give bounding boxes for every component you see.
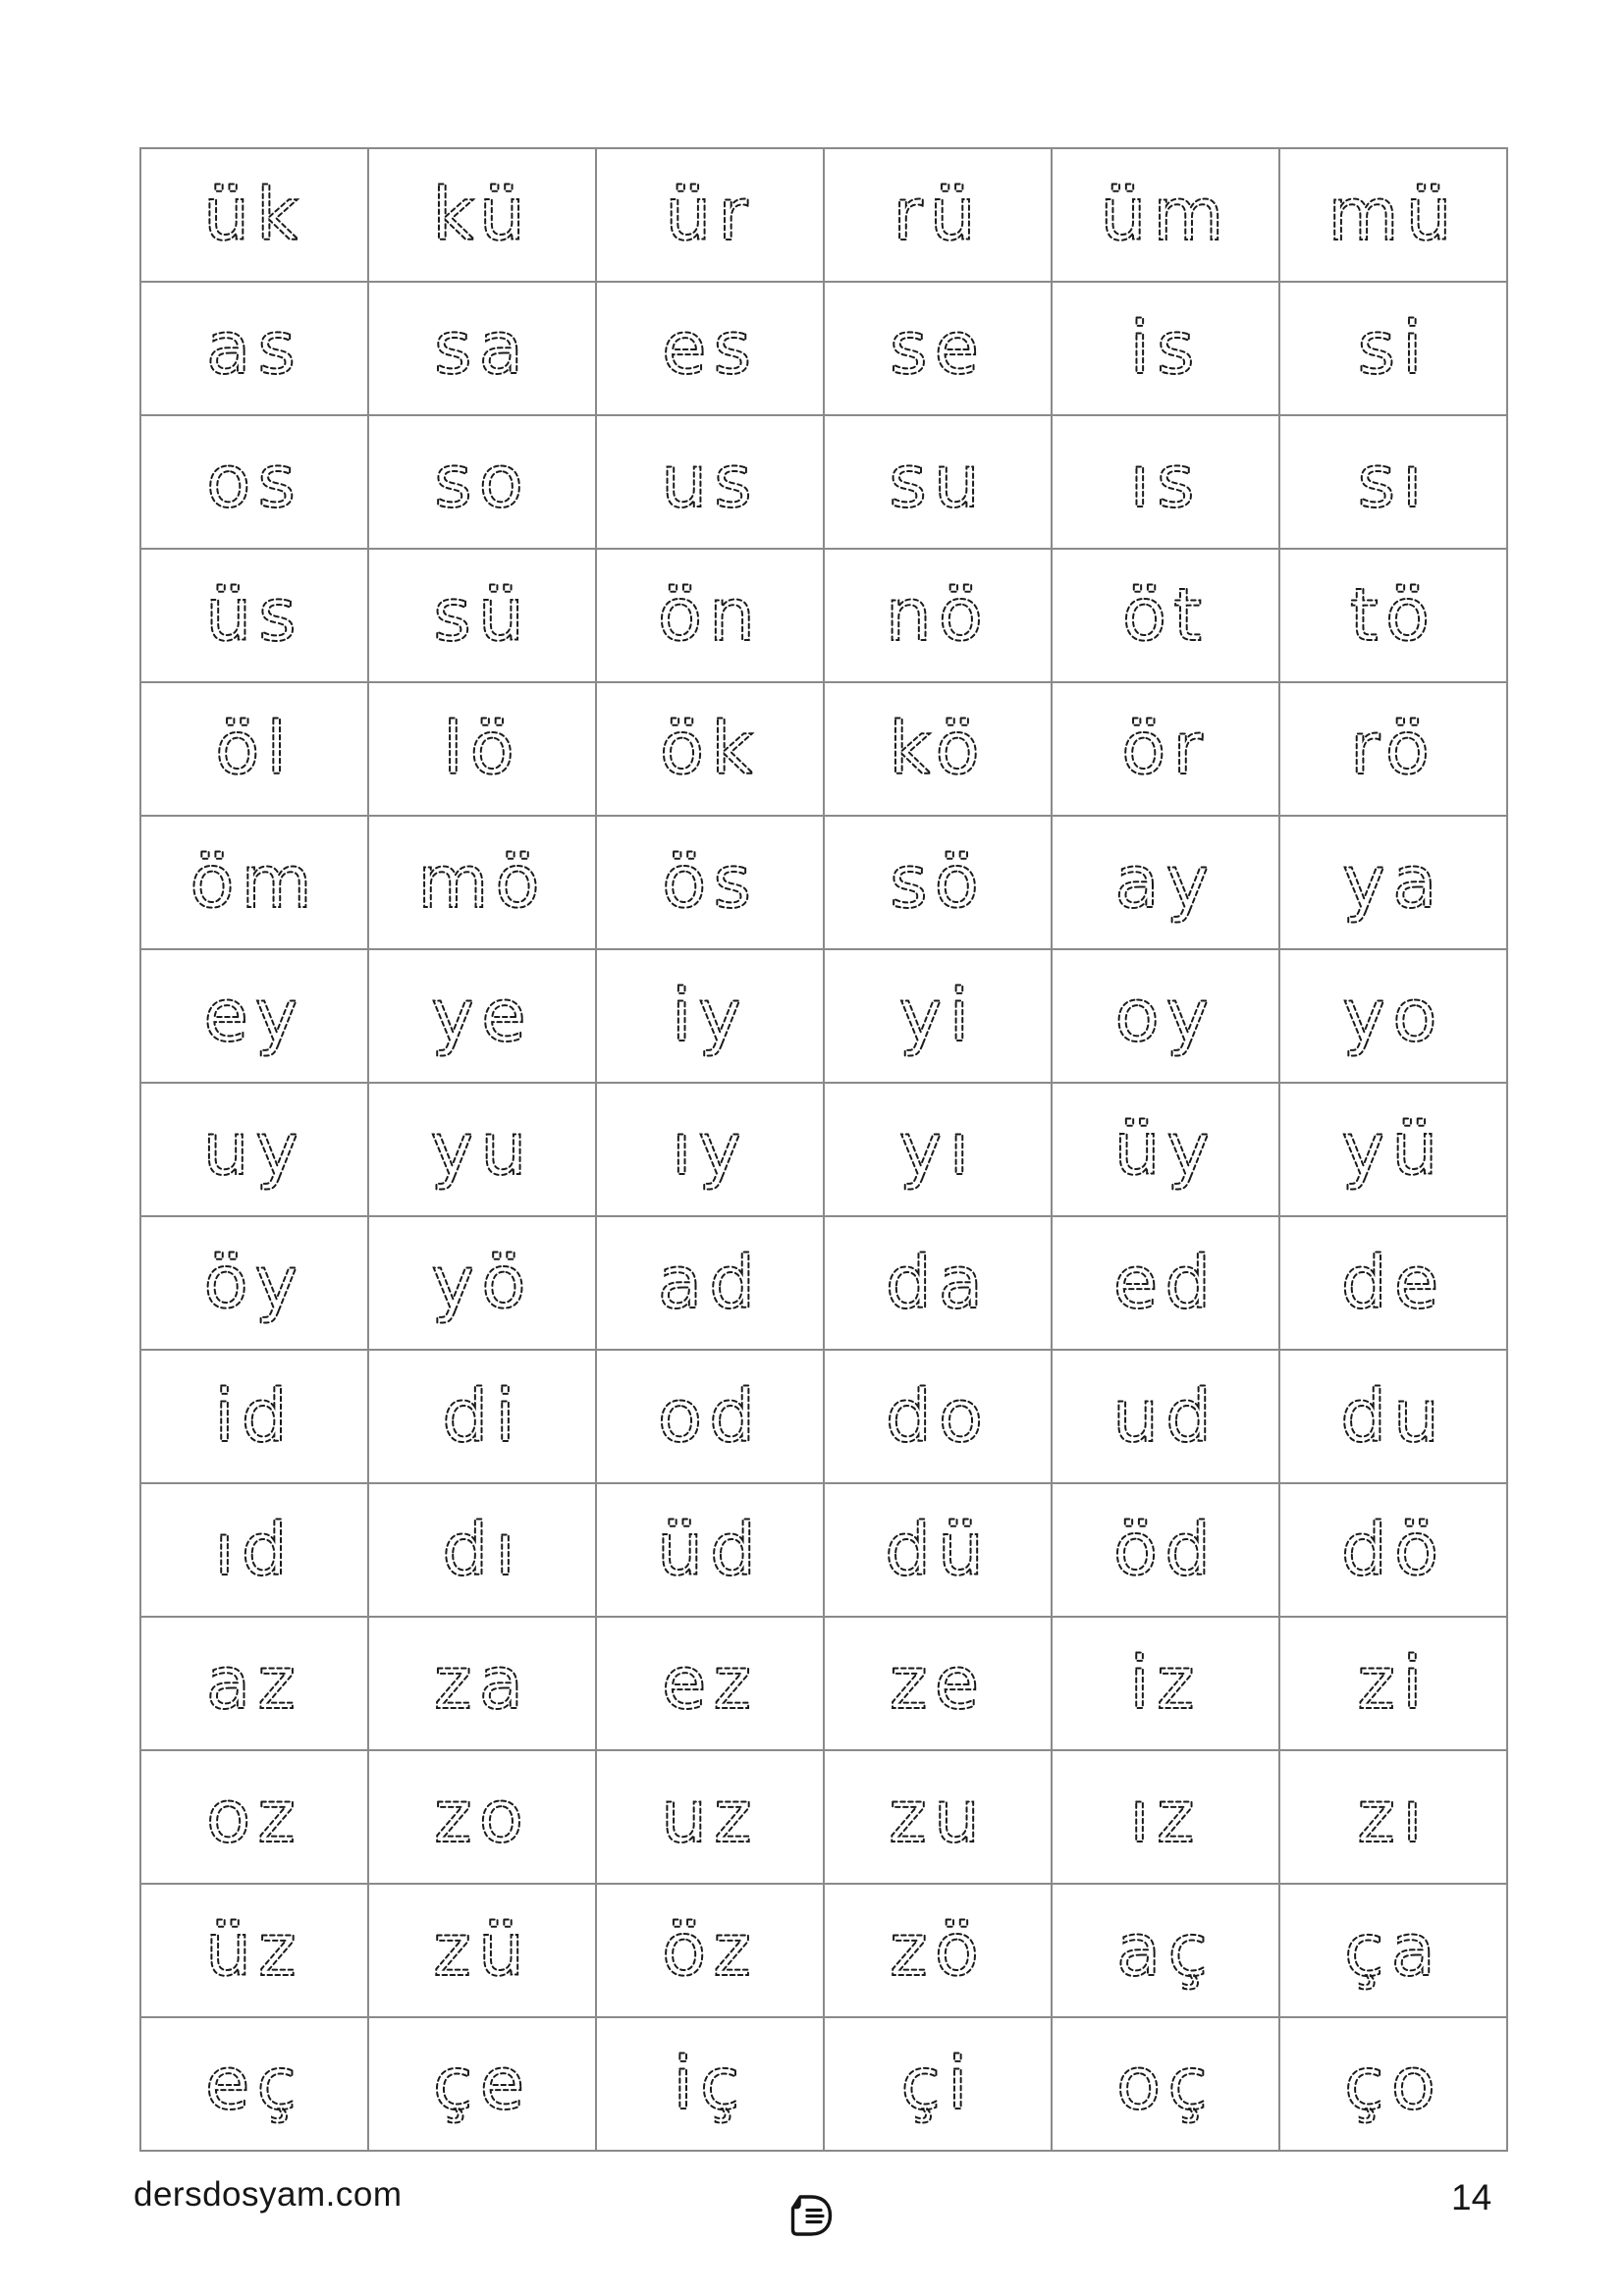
trace-syllable: yi [898, 974, 977, 1058]
trace-cell [596, 282, 824, 415]
trace-syllable: ya [1342, 840, 1444, 925]
trace-cell [596, 949, 824, 1083]
trace-cell [1052, 415, 1279, 549]
trace-cell [596, 1884, 824, 2017]
trace-cell [824, 282, 1052, 415]
trace-row [140, 2017, 1507, 2151]
trace-cell [140, 682, 368, 816]
trace-cell [824, 682, 1052, 816]
trace-cell [1279, 282, 1507, 415]
trace-syllable: iz [1129, 1641, 1202, 1726]
trace-row [140, 1617, 1507, 1750]
trace-syllable: ıy [671, 1107, 749, 1192]
trace-syllable: yı [898, 1107, 977, 1192]
trace-row [140, 682, 1507, 816]
trace-syllable: ör [1121, 707, 1210, 791]
trace-syllable: kö [889, 707, 987, 791]
trace-syllable: yu [430, 1107, 534, 1192]
trace-syllable: ço [1344, 2042, 1442, 2126]
trace-row [140, 949, 1507, 1083]
trace-cell [368, 282, 596, 415]
trace-cell [368, 1350, 596, 1483]
trace-syllable: iç [673, 2042, 747, 2126]
trace-syllable: sa [434, 306, 530, 391]
trace-cell [1052, 1750, 1279, 1884]
trace-cell [368, 1750, 596, 1884]
trace-row [140, 549, 1507, 682]
trace-syllable: ed [1112, 1241, 1218, 1325]
trace-cell [824, 148, 1052, 282]
trace-row [140, 148, 1507, 282]
trace-cell [368, 1884, 596, 2017]
trace-syllable: oç [1116, 2042, 1215, 2126]
trace-cell [140, 549, 368, 682]
trace-cell [368, 1617, 596, 1750]
trace-cell [824, 549, 1052, 682]
trace-cell [1052, 549, 1279, 682]
trace-cell [1279, 816, 1507, 949]
trace-syllable: od [657, 1374, 763, 1459]
trace-cell [824, 1750, 1052, 1884]
trace-syllable: za [433, 1641, 531, 1726]
trace-syllable: ay [1114, 840, 1217, 925]
trace-syllable: as [206, 306, 302, 391]
trace-syllable: öt [1121, 573, 1210, 658]
trace-syllable: aç [1115, 1908, 1216, 1993]
trace-syllable: oz [205, 1775, 303, 1859]
trace-cell [824, 1483, 1052, 1617]
trace-syllable: dı [442, 1508, 522, 1592]
trace-cell [596, 148, 824, 282]
trace-cell [596, 1750, 824, 1884]
trace-cell [1052, 1884, 1279, 2017]
trace-syllable: us [661, 440, 759, 524]
trace-syllable: zi [1357, 1641, 1430, 1726]
trace-cell [140, 415, 368, 549]
trace-syllable: mü [1327, 173, 1459, 257]
trace-cell [824, 415, 1052, 549]
trace-syllable: ye [431, 974, 533, 1058]
trace-row [140, 415, 1507, 549]
trace-cell [1052, 816, 1279, 949]
trace-syllable: eç [204, 2042, 304, 2126]
trace-row [140, 1350, 1507, 1483]
trace-cell [368, 682, 596, 816]
page-number: 14 [1451, 2177, 1492, 2217]
trace-syllable: is [1129, 306, 1202, 391]
trace-syllable: ös [662, 840, 758, 925]
trace-row [140, 282, 1507, 415]
trace-cell [824, 2017, 1052, 2151]
trace-cell [596, 415, 824, 549]
trace-cell [140, 2017, 368, 2151]
trace-cell [1279, 1350, 1507, 1483]
trace-cell [1279, 1216, 1507, 1350]
trace-cell [140, 1083, 368, 1216]
trace-cell [1279, 415, 1507, 549]
trace-syllable: so [434, 440, 530, 524]
trace-syllable: sü [433, 573, 531, 658]
trace-cell [1279, 949, 1507, 1083]
trace-syllable: az [205, 1641, 303, 1726]
trace-syllable: ıd [214, 1508, 295, 1592]
trace-cell [1279, 1884, 1507, 2017]
trace-syllable: üm [1100, 173, 1231, 257]
trace-cell [824, 1083, 1052, 1216]
trace-syllable: üy [1113, 1107, 1218, 1192]
trace-syllable: sı [1357, 440, 1430, 524]
trace-cell [1052, 2017, 1279, 2151]
trace-cell [824, 816, 1052, 949]
trace-cell [368, 2017, 596, 2151]
trace-cell [1279, 682, 1507, 816]
trace-cell [140, 282, 368, 415]
trace-syllable: üd [657, 1508, 763, 1592]
trace-cell [368, 415, 596, 549]
trace-row [140, 1483, 1507, 1617]
trace-syllable: sö [890, 840, 986, 925]
trace-syllable: es [661, 306, 759, 391]
trace-syllable: ök [659, 707, 761, 791]
footer-site-url: dersdosyam.com [134, 2175, 403, 2214]
trace-cell [1052, 1216, 1279, 1350]
trace-syllable: ud [1112, 1374, 1218, 1459]
trace-syllable: öl [215, 707, 294, 791]
trace-cell [1279, 1083, 1507, 1216]
trace-syllable: zö [889, 1908, 987, 1993]
trace-syllable: ad [657, 1241, 763, 1325]
trace-cell [596, 1483, 824, 1617]
trace-cell [1052, 1350, 1279, 1483]
trace-syllable: si [1357, 306, 1430, 391]
trace-syllable: uz [661, 1775, 759, 1859]
trace-cell [1279, 1483, 1507, 1617]
trace-syllable: öy [203, 1241, 305, 1325]
trace-syllable: uy [202, 1107, 306, 1192]
trace-cell [140, 1350, 368, 1483]
trace-row [140, 816, 1507, 949]
trace-cell [1052, 949, 1279, 1083]
trace-cell [824, 949, 1052, 1083]
trace-cell [1279, 2017, 1507, 2151]
trace-syllable: di [442, 1374, 522, 1459]
trace-syllable: ıs [1129, 440, 1202, 524]
trace-syllable: rü [893, 173, 983, 257]
trace-syllable: id [214, 1374, 295, 1459]
trace-syllable: üz [205, 1908, 303, 1993]
trace-syllable: lö [443, 707, 521, 791]
trace-cell [368, 816, 596, 949]
trace-row [140, 1750, 1507, 1884]
trace-syllable: üs [205, 573, 303, 658]
trace-syllable: se [889, 306, 987, 391]
trace-syllable: su [889, 440, 987, 524]
trace-cell [140, 1884, 368, 2017]
trace-syllable: ça [1343, 1908, 1443, 1993]
trace-syllable: yö [431, 1241, 533, 1325]
trace-cell [140, 1750, 368, 1884]
trace-syllable: oy [1114, 974, 1217, 1058]
trace-syllable: tö [1349, 573, 1437, 658]
trace-cell [596, 1216, 824, 1350]
trace-syllable: zü [433, 1908, 531, 1993]
trace-syllable: ız [1129, 1775, 1202, 1859]
trace-syllable: du [1340, 1374, 1446, 1459]
trace-syllable: yo [1342, 974, 1444, 1058]
trace-cell [824, 1350, 1052, 1483]
trace-cell [596, 816, 824, 949]
trace-cell [596, 1083, 824, 1216]
trace-cell [140, 1216, 368, 1350]
trace-row [140, 1884, 1507, 2017]
trace-cell [140, 816, 368, 949]
trace-row [140, 1083, 1507, 1216]
trace-syllable: ez [661, 1641, 759, 1726]
trace-cell [596, 1617, 824, 1750]
trace-syllable: ür [665, 173, 755, 257]
trace-syllable: os [206, 440, 302, 524]
trace-syllable: rö [1349, 707, 1437, 791]
trace-cell [1052, 282, 1279, 415]
trace-syllable: mö [417, 840, 547, 925]
trace-cell [140, 949, 368, 1083]
trace-syllable: dü [885, 1508, 991, 1592]
trace-cell [368, 1083, 596, 1216]
trace-cell [1279, 1617, 1507, 1750]
trace-row [140, 1216, 1507, 1350]
trace-syllable: zu [889, 1775, 987, 1859]
trace-syllable: ük [203, 173, 305, 257]
trace-cell [140, 1483, 368, 1617]
trace-cell [1279, 549, 1507, 682]
trace-cell [368, 148, 596, 282]
trace-cell [368, 949, 596, 1083]
trace-cell [1052, 1617, 1279, 1750]
trace-syllable: dö [1340, 1508, 1446, 1592]
trace-syllable: de [1340, 1241, 1446, 1325]
trace-cell [596, 2017, 824, 2151]
trace-cell [824, 1216, 1052, 1350]
trace-cell [1052, 1083, 1279, 1216]
trace-table [139, 147, 1508, 2152]
trace-cell [824, 1617, 1052, 1750]
trace-cell [596, 549, 824, 682]
trace-cell [1052, 1483, 1279, 1617]
trace-cell [596, 1350, 824, 1483]
trace-syllable: da [885, 1241, 991, 1325]
trace-cell [1279, 1750, 1507, 1884]
trace-syllable: do [885, 1374, 991, 1459]
trace-syllable: öz [661, 1908, 759, 1993]
trace-syllable: öm [189, 840, 319, 925]
trace-syllable: zı [1357, 1775, 1430, 1859]
trace-syllable: çi [900, 2042, 975, 2126]
trace-cell [824, 1884, 1052, 2017]
trace-cell [368, 1483, 596, 1617]
trace-cell [368, 549, 596, 682]
trace-cell [1279, 148, 1507, 282]
trace-cell [368, 1216, 596, 1350]
trace-syllable: iy [671, 974, 749, 1058]
trace-cell [1052, 148, 1279, 282]
trace-syllable: zo [433, 1775, 531, 1859]
trace-syllable: kü [432, 173, 532, 257]
trace-cell [140, 148, 368, 282]
trace-syllable: nö [885, 573, 991, 658]
trace-cell [140, 1617, 368, 1750]
trace-syllable: yü [1341, 1107, 1445, 1192]
trace-cell [596, 682, 824, 816]
trace-syllable: öd [1112, 1508, 1218, 1592]
dersdosyam-document-d-logo-icon [786, 2193, 834, 2238]
trace-syllable: ön [657, 573, 763, 658]
trace-syllable: çe [432, 2042, 532, 2126]
trace-cell [1052, 682, 1279, 816]
trace-syllable: ze [889, 1641, 987, 1726]
trace-syllable: ey [203, 974, 305, 1058]
